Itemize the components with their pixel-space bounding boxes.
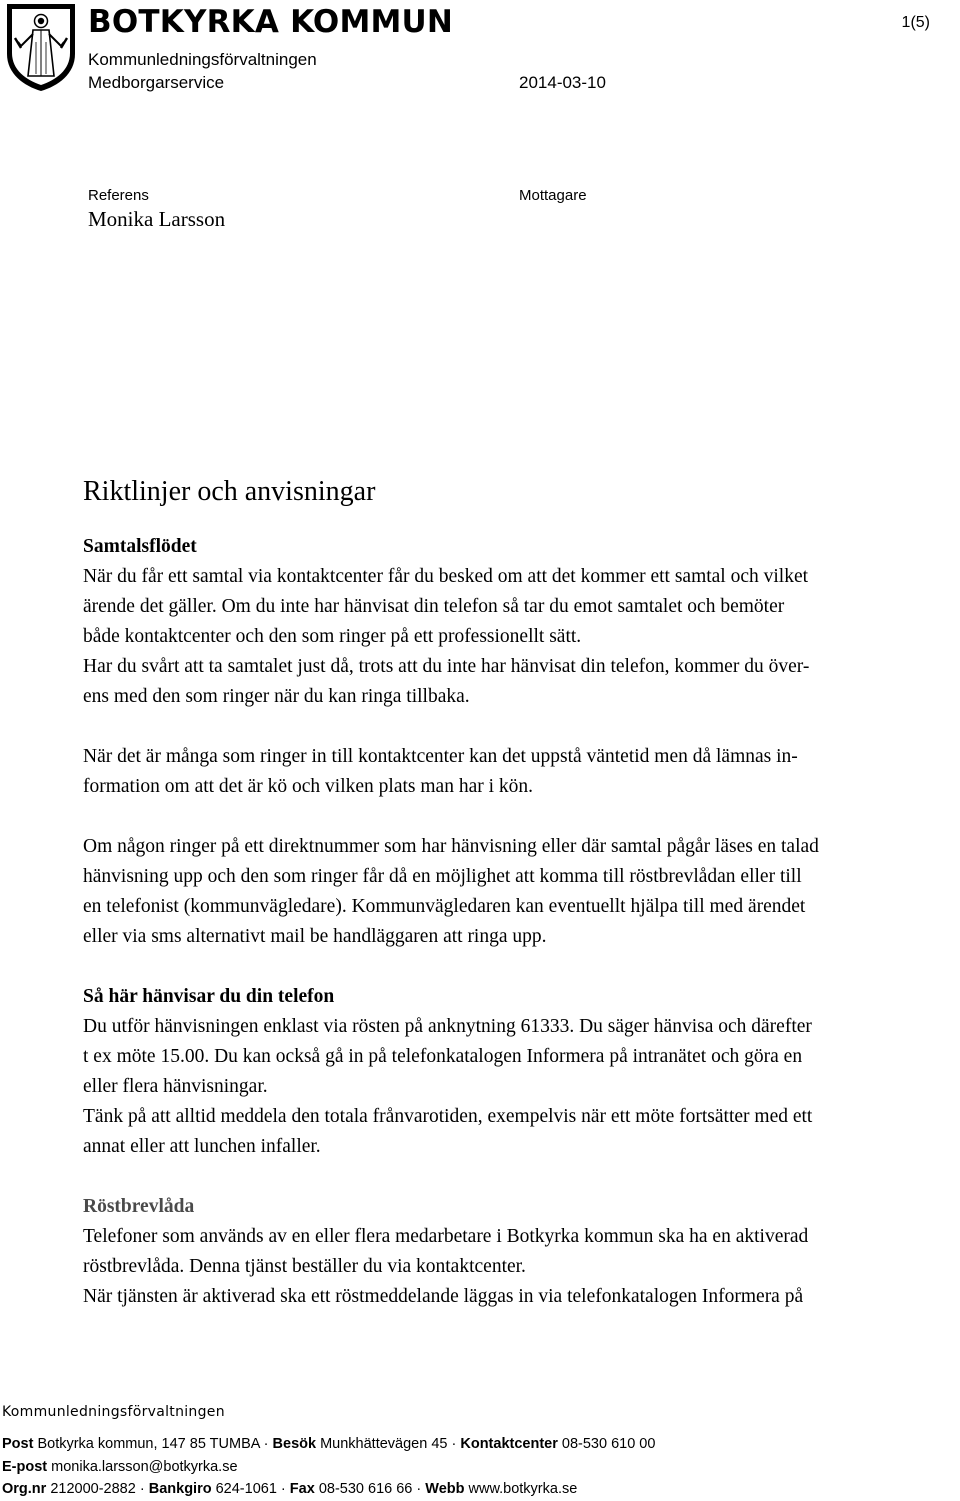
section-heading-rostbrevlada: Röstbrevlåda: [83, 1196, 195, 1217]
paragraph-line: När tjänsten är aktiverad ska ett röstmeddelande läggas in via telefonkatalogen Informera på: [83, 1286, 804, 1307]
footer-separator: ·: [139, 1481, 145, 1497]
paragraph-line: annat eller att lunchen infaller.: [83, 1136, 321, 1157]
footer-visit-value: Munkhättevägen 45: [320, 1436, 448, 1452]
footer-bankgiro-value: 624-1061: [215, 1481, 277, 1497]
reference-label: Referens: [88, 187, 149, 204]
page-number: 1(5): [901, 14, 930, 31]
footer-contact-value: 08-530 610 00: [561, 1436, 656, 1452]
paragraph-line: röstbrevlåda. Denna tjänst beställer du via kontaktcenter.: [83, 1256, 526, 1277]
reference-name: Monika Larsson: [88, 207, 226, 231]
footer-email-value[interactable]: monika.larsson@botkyrka.se: [51, 1459, 238, 1475]
paragraph-line: eller flera hänvisningar.: [83, 1076, 268, 1097]
footer-line-org: [2, 1481, 577, 1497]
organization-name: BOTKYRKA KOMMUN: [88, 4, 454, 40]
paragraph-line: När det är många som ringer in till kontaktcenter kan det uppstå väntetid men då lämnas in-: [83, 746, 798, 767]
section-heading-samtalsflodet: Samtalsflödet: [83, 536, 197, 557]
footer-fax-value: 08-530 616 66: [318, 1481, 413, 1497]
paragraph-line: formation om att det är kö och vilken plats man har i kön.: [83, 776, 534, 797]
recipient-label: Mottagare: [519, 187, 587, 204]
footer-separator: ·: [451, 1436, 457, 1452]
footer-line-address: [2, 1436, 655, 1452]
footer-web-value[interactable]: www.botkyrka.se: [468, 1481, 578, 1497]
paragraph-line: Tänk på att alltid meddela den totala frånvarotiden, exempelvis när ett möte fortsätter med ett: [83, 1106, 813, 1127]
footer-separator: ·: [416, 1481, 422, 1497]
paragraph-line: en telefonist (kommunvägledare). Kommunvägledaren kan eventuellt hjälpa till med ärendet: [83, 896, 806, 917]
footer-department: Kommunledningsförvaltningen: [2, 1404, 225, 1420]
footer-orgnr-label: Org.nr: [2, 1481, 47, 1497]
footer-email-label: E-post: [2, 1459, 48, 1475]
paragraph-line: Telefoner som används av en eller flera medarbetare i Botkyrka kommun ska ha en aktiverad: [83, 1226, 809, 1247]
footer-line-email: [2, 1459, 238, 1475]
footer-orgnr-value: 212000-2882: [50, 1481, 136, 1497]
document-title: Riktlinjer och anvisningar: [83, 476, 376, 507]
section-heading-hanvisning: Så här hänvisar du din telefon: [83, 986, 335, 1007]
coat-of-arms-icon: [4, 2, 78, 92]
footer-visit-label: Besök: [272, 1436, 317, 1452]
footer-separator: ·: [280, 1481, 286, 1497]
unit-name: Medborgarservice: [88, 73, 225, 92]
paragraph-line: ens med den som ringer när du kan ringa tillbaka.: [83, 686, 470, 707]
paragraph-line: hänvisning upp och den som ringer får då en möjlighet att komma till röstbrevlådan eller till: [83, 866, 802, 887]
footer-post-value: Botkyrka kommun, 147 85 TUMBA: [37, 1436, 260, 1452]
document-body: [83, 470, 943, 1312]
paragraph-line: Du utför hänvisningen enklast via rösten på anknytning 61333. Du säger hänvisa och därefter: [83, 1016, 812, 1037]
footer-post-label: Post: [2, 1436, 34, 1452]
paragraph-line: t ex möte 15.00. Du kan också gå in på telefonkatalogen Informera på intranätet och göra en: [83, 1046, 803, 1067]
footer-bankgiro-label: Bankgiro: [148, 1481, 212, 1497]
footer-separator: ·: [263, 1436, 269, 1452]
document-date: 2014-03-10: [519, 73, 606, 92]
department-name: Kommunledningsförvaltningen: [88, 50, 317, 69]
footer-fax-label: Fax: [289, 1481, 315, 1497]
paragraph-line: Om någon ringer på ett direktnummer som har hänvisning eller där samtal pågår läses en talad: [83, 836, 819, 857]
footer-contact-label: Kontaktcenter: [460, 1436, 558, 1452]
paragraph-line: När du får ett samtal via kontaktcenter får du besked om att det kommer ett samtal och vilket: [83, 566, 809, 587]
paragraph-line: eller via sms alternativt mail be handläggaren att ringa upp.: [83, 926, 547, 947]
footer-web-label: Webb: [425, 1481, 465, 1497]
paragraph-line: ärende det gäller. Om du inte har hänvisat din telefon så tar du emot samtalet och bemöter: [83, 596, 785, 617]
paragraph-line: både kontaktcenter och den som ringer på ett professionellt sätt.: [83, 626, 582, 647]
paragraph-line: Har du svårt att ta samtalet just då, trots att du inte har hänvisat din telefon, kommer du över-: [83, 656, 810, 677]
